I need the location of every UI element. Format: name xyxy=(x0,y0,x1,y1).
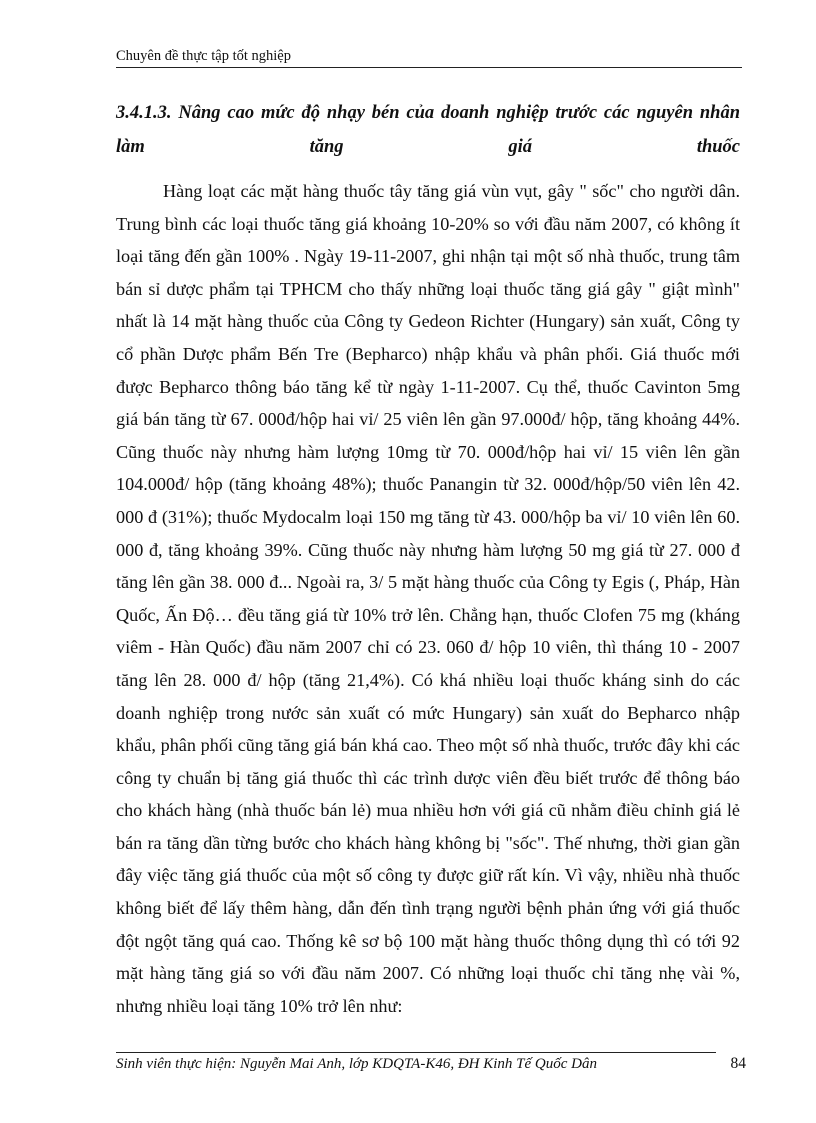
footer-author: Sinh viên thực hiện: Nguyễn Mai Anh, lớp KDQTA-K46, ĐH Kinh Tế Quốc Dân xyxy=(116,1056,597,1072)
page-number: 84 xyxy=(730,1055,746,1072)
body-paragraph: Hàng loạt các mặt hàng thuốc tây tăng giá vùn vụt, gây " sốc" cho người dân. Trung bình các loại thuốc tăng giá khoảng 10-20% so với đầu năm 2007, có không ít loại tăng đến gần 100% . Ngày 19-11-2007, ghi nhận tại một số nhà thuốc, trung tâm bán sỉ dược phẩm tại TPHCM cho thấy những loại thuốc tăng giá gây " giật mình" nhất là 14 mặt hàng thuốc của Công ty Gedeon Richter (Hungary) sản xuất, Công ty cổ phần Dược phẩm Bến Tre (Bepharco) nhập khẩu và phân phối. Giá thuốc mới được Bepharco thông báo tăng kể từ ngày 1-11-2007. Cụ thể, thuốc Cavinton 5mg giá bán tăng từ 67. 000đ/hộp hai vỉ/ 25 viên lên gần 97.000đ/ hộp, tăng khoảng 44%. Cũng thuốc này nhưng hàm lượng 10mg từ 70. 000đ/hộp hai vỉ/ 15 viên lên gần 104.000đ/ hộp (tăng khoảng 48%); thuốc Panangin từ 32. 000đ/hộp/50 viên lên 42. 000 đ (31%); thuốc Mydocalm loại 150 mg tăng từ 43. 000/hộp ba vỉ/ 10 viên lên 60. 000 đ, tăng khoảng 39%. Cũng thuốc này nhưng hàm lượng 50 mg giá từ 27. 000 đ tăng lên gần 38. 000 đ... Ngoài ra, 3/ 5 mặt hàng thuốc của Công ty Egis (, Pháp, Hàn Quốc, Ấn Độ… đều tăng giá từ 10% trở lên. Chẳng hạn, thuốc Clofen 75 mg (kháng viêm - Hàn Quốc) đầu năm 2007 chỉ có 23. 060 đ/ hộp 10 viên, thì tháng 10 - 2007 tăng lên 28. 000 đ/ hộp (tăng 21,4%). Có khá nhiều loại thuốc kháng sinh do các doanh nghiệp trong nước sản xuất có mức Hungary) sản xuất do Bepharco nhập khẩu, phân phối cũng tăng giá bán khá cao. Theo một số nhà thuốc, trước đây khi các công ty chuẩn bị tăng giá thuốc thì các trình dược viên đều biết trước để thông báo cho khách hàng (nhà thuốc bán lẻ) mua nhiều hơn với giá cũ nhằm điều chỉnh giá lẻ bán ra tăng dần từng bước cho khách hàng không bị "sốc". Thế nhưng, thời gian gần đây việc tăng giá thuốc của một số công ty được giữ rất kín. Vì vậy, nhiều nhà thuốc không biết để lấy thêm hàng, dẫn đến tình trạng người bệnh phản ứng với giá thuốc đột ngột tăng quá cao. Thống kê sơ bộ 100 mặt hàng thuốc thông dụng thì có tới 92 mặt hàng tăng giá so với đầu năm 2007. Có những loại thuốc chỉ tăng nhẹ vài %, nhưng nhiều loại tăng 10% trở lên như: xyxy=(116,181,740,1016)
page-footer xyxy=(116,1056,746,1073)
footer-divider xyxy=(116,1052,716,1053)
header-title: Chuyên đề thực tập tốt nghiệp xyxy=(116,48,291,64)
page-header xyxy=(116,48,742,68)
section-heading: 3.4.1.3. Nâng cao mức độ nhạy bén của doanh nghiệp trước các nguyên nhân làm tăng giá thuốc xyxy=(116,103,740,157)
